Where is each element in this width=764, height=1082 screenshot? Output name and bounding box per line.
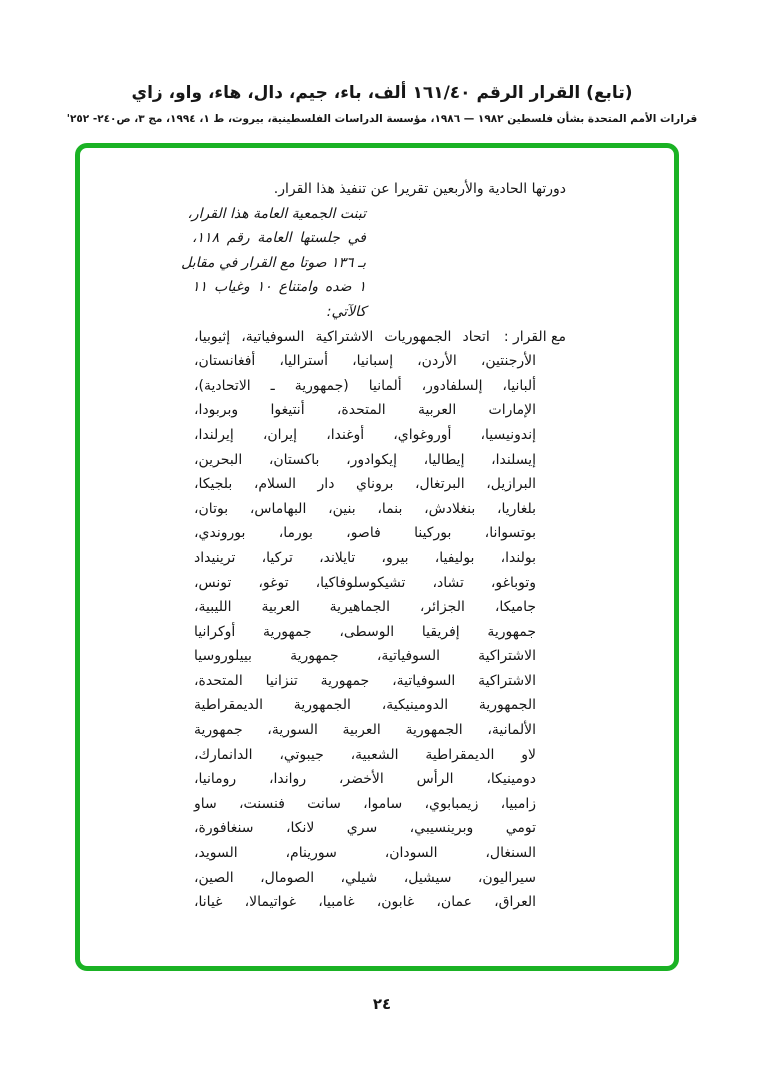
vote-countries-line: جمهورية إفريقيا الوسطى، جمهورية أوكرانيا (194, 623, 536, 640)
continuation-line: دورتها الحادية والأربعين تقريرا عن تنفيذ هذا القرار. (273, 181, 566, 197)
green-frame (75, 143, 679, 971)
adoption-note (181, 202, 366, 325)
vote-countries-line: لاو الديمقراطية الشعبية، جيبوتي، الدانمارك، (194, 746, 536, 763)
vote-label: مع القرار : (503, 328, 566, 345)
page-title: (تابع) القرار الرقم ١٦١/٤٠ ألف، باء، جيم، دال، هاء، واو، زاي (131, 83, 633, 103)
source-citation: قرارات الأمم المتحدة بشأن فلسطين ١٩٨٢ — ١٩٨٦، مؤسسة الدراسات الفلسطينية، بيروت، ط ١، ١٩٩٤، مج ٣، ص٢٤٠- ٢٥٢' (66, 113, 698, 125)
vote-countries-line: البرازيل، البرتغال، بروناي دار السلام، بلجيكا، (194, 476, 536, 493)
note-line: ١ ضده وامتناع ١٠ وغياب ١١ (192, 279, 366, 296)
vote-countries-line: إيسلندا، إيطاليا، إيكوادور، باكستان، البحرين، (194, 451, 536, 468)
vote-countries-line: اتحاد الجمهوريات الاشتراكية السوفياتية، إثيوبيا، (194, 328, 490, 345)
vote-countries-line: بلغاريا، بنغلادش، بنما، بنين، البهاماس، بوتان، (194, 500, 536, 517)
vote-record (194, 325, 566, 915)
vote-countries-line: إندونيسيا، أوروغواي، أوغندا، إيران، إيرلندا، (194, 426, 536, 443)
vote-countries-line: وتوباغو، تشاد، تشيكوسلوفاكيا، توغو، تونس، (194, 574, 536, 591)
page-number: ٢٤ (372, 995, 392, 1013)
vote-countries-line: الجمهورية الدومينيكية، الجمهورية الديمقراطية (194, 697, 536, 714)
vote-countries-line: الألمانية، الجمهورية العربية السورية، جمهورية (194, 722, 536, 739)
note-line: تبنت الجمعية العامة هذا القرار، (187, 205, 366, 222)
vote-countries-line: العراق، عمان، غابون، غامبيا، غواتيمالا، غيانا، (194, 894, 536, 911)
note-line: بـ ١٣٦ صوتا مع القرار في مقابل (181, 254, 366, 271)
vote-countries-line: بولندا، بوليفيا، بيرو، تايلاند، تركيا، ترينيداد (194, 549, 536, 566)
document-header (0, 82, 764, 126)
vote-countries-line: الاشتراكية السوفياتية، جمهورية تنزانيا المتحدة، (194, 672, 536, 689)
vote-countries-line: السنغال، السودان، سورينام، السويد، (194, 845, 536, 862)
vote-countries-line: جاميكا، الجزائر، الجماهيرية العربية الليبية، (194, 599, 536, 616)
vote-countries-line: الأرجنتين، الأردن، إسبانيا، أستراليا، أفغانستان، (194, 353, 536, 370)
vote-countries-line: تومي وبرينسيبي، سري لانكا، سنغافورة، (194, 820, 536, 837)
vote-countries-line: ألبانيا، إلسلفادور، ألمانيا (جمهورية ـ الاتحادية)، (194, 377, 536, 394)
vote-first-line (194, 325, 566, 350)
vote-countries-line: الاشتراكية السوفياتية، جمهورية بييلوروسيا (194, 648, 536, 665)
note-line: كالآتي: (326, 303, 366, 320)
body-text (181, 177, 566, 915)
vote-countries-line: دومينيكا، الرأس الأخضر، رواندا، رومانيا، (194, 771, 536, 788)
note-line: في جلستها العامة رقم ١١٨، (192, 230, 366, 247)
vote-countries-line: بوتسوانا، بوركينا فاصو، بورما، بوروندي، (194, 525, 536, 542)
vote-countries-line: الإمارات العربية المتحدة، أنتيغوا وبربودا، (194, 402, 536, 419)
vote-countries-line: سيراليون، سيشيل، شيلي، الصومال، الصين، (194, 869, 536, 886)
vote-countries-line: زامبيا، زيمبابوي، ساموا، سانت فنسنت، ساو (194, 795, 536, 812)
